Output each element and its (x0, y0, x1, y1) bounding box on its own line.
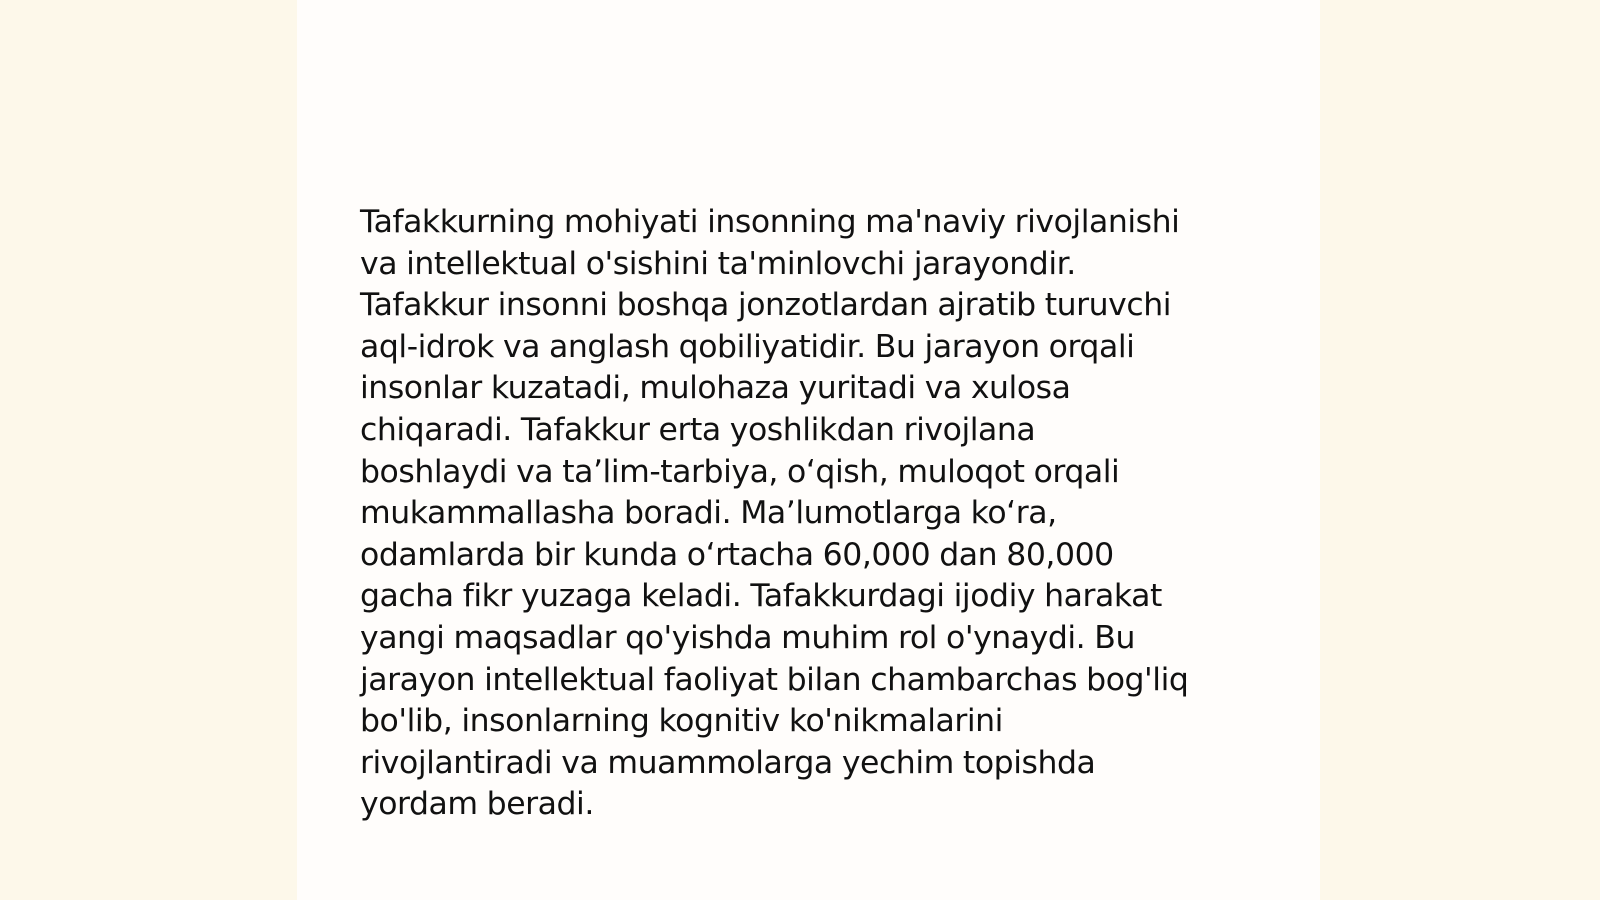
body-paragraph (360, 202, 1240, 826)
paragraph-line: chiqaradi. Tafakkur erta yoshlikdan rivojlana (360, 411, 1036, 448)
paragraph-line: boshlaydi va ta’lim-tarbiya, o‘qish, muloqot orqali (360, 453, 1120, 490)
paragraph-line: Tafakkurning mohiyati insonning ma'naviy rivojlanishi (360, 204, 1180, 240)
paragraph-line: rivojlantiradi va muammolarga yechim topishda (360, 744, 1096, 781)
paragraph-line: va intellektual o'sishini ta'minlovchi jarayondir. (360, 245, 1076, 282)
paragraph-line: odamlarda bir kunda o‘rtacha 60,000 dan 80,000 (360, 536, 1114, 573)
paragraph-line: yangi maqsadlar qo'yishda muhim rol o'ynaydi. Bu (360, 619, 1135, 656)
paragraph-line: Tafakkur insonni boshqa jonzotlardan ajratib turuvchi (360, 287, 1172, 324)
document-page (297, 0, 1320, 900)
paragraph-line: aql-idrok va anglash qobiliyatidir. Bu jarayon orqali (360, 328, 1135, 365)
paragraph-line: gacha fikr yuzaga keladi. Tafakkurdagi ijodiy harakat (360, 578, 1162, 615)
paragraph-line: mukammallasha boradi. Ma’lumotlarga ko‘ra, (360, 495, 1057, 532)
paragraph-line: bo'lib, insonlarning kognitiv ko'nikmalarini (360, 703, 1003, 740)
paragraph-line: insonlar kuzatadi, mulohaza yuritadi va xulosa (360, 370, 1071, 407)
paragraph-line: yordam beradi. (360, 786, 594, 823)
paragraph-line: jarayon intellektual faoliyat bilan chambarchas bog'liq (360, 661, 1189, 698)
